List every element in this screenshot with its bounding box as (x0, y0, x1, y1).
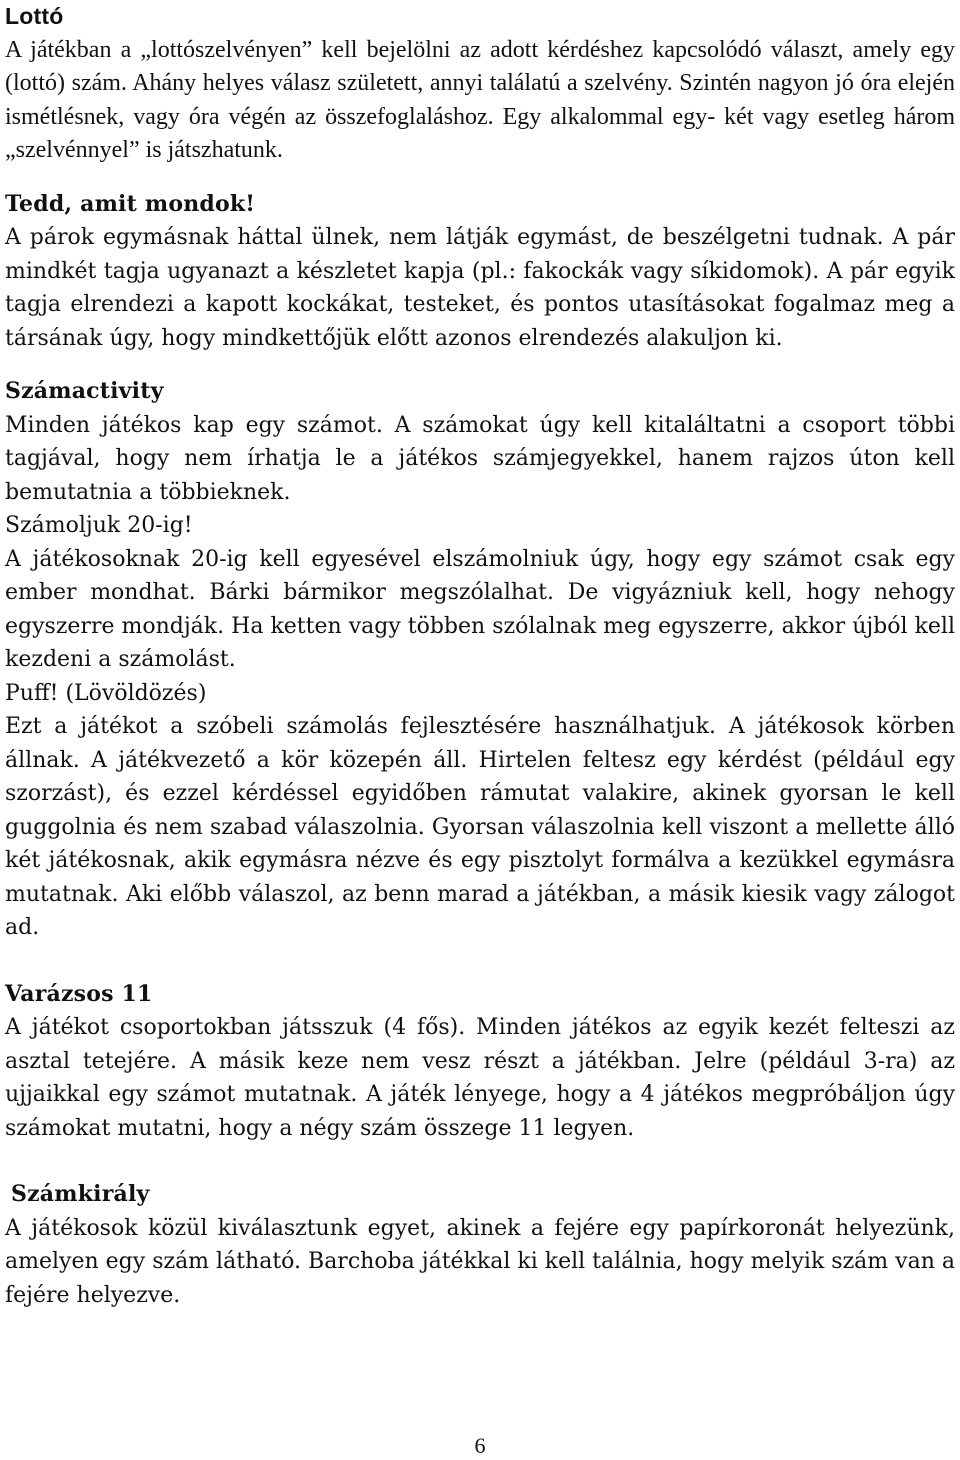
section-title-szamoljuk: Számoljuk 20-ig! (5, 513, 193, 538)
puff-subtitle: (Lövöldözés) (65, 680, 207, 706)
page-number: 6 (474, 1433, 486, 1458)
section-body-lotto: A játékban a „lottószelvényen” kell bejelölni az adott kérdéshez kapcsolódó választ, amely egy (lottó) szám. Ahány helyes válasz született, annyi találatú a szelvény. Szintén nagyon jó óra elején ismétlésnek, vagy óra végén az összefoglaláshoz. Egy alkalommal egy- két vagy esetleg három „szelvénnyel” is játszhatunk. (5, 36, 955, 163)
section-body-szamactivity: Minden játékos kap egy számot. A számokat úgy kell kitaláltatni a csoport többi tagjával, hogy nem írhatja le a játékos számjegyekkel, hanem rajzos úton kell bemutatnia a többieknek. (5, 412, 955, 505)
section-title-tedd-amit-mondok: Tedd, amit mondok! (5, 190, 256, 217)
section-body-varazsos-11: A játékot csoportokban játsszuk (4 fős). Minden játékos az egyik kezét felteszi az asztal tetejére. A másik keze nem vesz részt a játékban. Jelre (például 3-ra) az ujjaikkal egy számot mutatnak. A játék lényege, hogy a 4 játékos megpróbáljon úgy számokat mutatni, hogy a négy szám összege 11 legyen. (5, 1015, 955, 1141)
section-title-puff (5, 677, 955, 711)
section-title-szamkiraly: Számkirály (11, 1181, 150, 1207)
section-title-lotto: Lottó (5, 3, 64, 29)
section-title-szamactivity: Számactivity (5, 378, 164, 404)
document-page (5, 0, 955, 1312)
section-title-varazsos-11: Varázsos 11 (5, 980, 153, 1007)
section-body-szamoljuk: A játékosoknak 20-ig kell egyesével elszámolniuk úgy, hogy egy számot csak egy ember mondhat. Bárki bármikor megszólalhat. De vigyázniuk kell, hogy nehogy egyszerre mondják. Ha ketten vagy többen szólalnak meg egyszerre, akkor újból kell kezdeni a számolást. (5, 546, 955, 672)
puff-title: Puff! (5, 680, 59, 706)
section-body-tedd-amit-mondok: A párok egymásnak háttal ülnek, nem látják egymást, de beszélgetni tudnak. A pár mindkét tagja ugyanazt a készletet kapja (pl.: fakockák vagy síkidomok). A pár egyik tagja elrendezi a kapott kockákat, testeket, és pontos utasításokat fogalmaz meg a társának úgy, hogy mindkettőjük előtt azonos elrendezés alakuljon ki. (5, 225, 955, 351)
section-body-szamkiraly: A játékosok közül kiválasztunk egyet, akinek a fejére egy papírkoronát helyezünk, amelyen egy szám látható. Barchoba játékkal ki kell találnia, hogy melyik szám van a fejére helyezve. (5, 1215, 955, 1308)
section-body-puff: Ezt a játékot a szóbeli számolás fejlesztésére használhatjuk. A játékosok körben állnak. A játékvezető a kör közepén áll. Hirtelen feltesz egy kérdést (például egy szorzást), és ezzel kérdéssel egyidőben rámutat valakire, akinek gyorsan le kell guggolnia és nem szabad válaszolnia. Gyorsan válaszolnia kell viszont a mellette álló két játékosnak, akik egymásra nézve és egy pisztolyt formálva a kezükkel egymásra mutatnak. Aki előbb válaszol, az benn marad a játékban, a másik kiesik vagy zálogot ad. (5, 714, 955, 940)
